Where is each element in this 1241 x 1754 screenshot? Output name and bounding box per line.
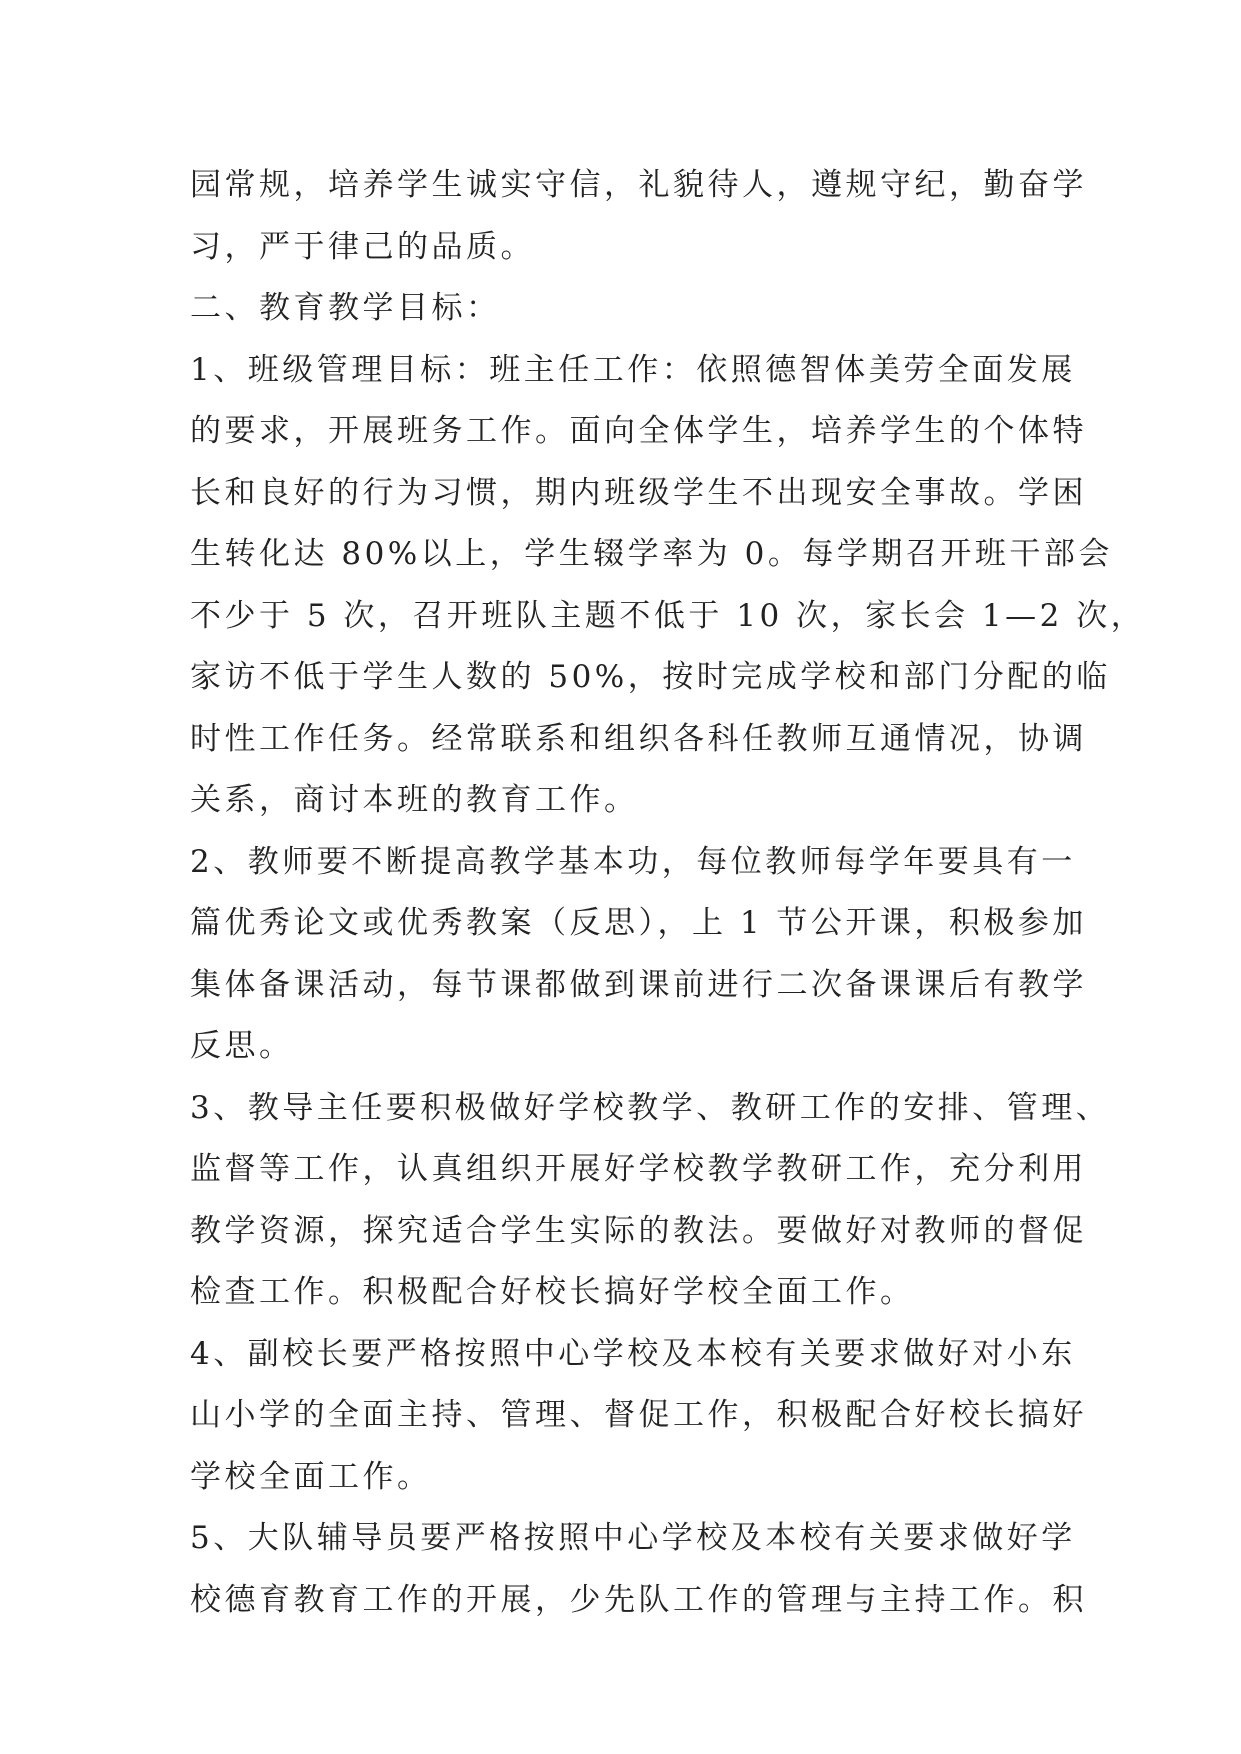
section-heading: 二、教育教学目标： [190,290,501,326]
text-line: 时性工作任务。经常联系和组织各科任教师互通情况，协调 [190,720,1087,757]
text-line: 生转化达 80%以上，学生辍学率为 0。每学期召开班干部会 [190,536,1113,572]
text-line: 习，严于律己的品质。 [190,228,535,265]
text-line: 集体备课活动，每节课都做到课前进行二次备课课后有教学 [190,966,1087,1003]
text-line: 检查工作。积极配合好校长搞好学校全面工作。 [190,1274,915,1310]
text-line: 反思。 [190,1028,294,1064]
text-line: 2、教师要不断提高教学基本功，每位教师每学年要具有一 [190,843,1076,880]
text-line: 不少于 5 次，召开班队主题不低于 10 次，家长会 1—2 次， [190,597,1146,634]
text-line: 3、教导主任要积极做好学校教学、教研工作的安排、管理、 [190,1089,1111,1126]
text-line: 山小学的全面主持、管理、督促工作，积极配合好校长搞好 [190,1397,1087,1433]
text-line: 关系，商讨本班的教育工作。 [190,782,639,818]
text-line: 4、副校长要严格按照中心学校及本校有关要求做好对小东 [190,1335,1076,1372]
text-line: 校德育教育工作的开展，少先队工作的管理与主持工作。积 [190,1581,1087,1618]
text-line: 家访不低于学生人数的 50%，按时完成学校和部门分配的临 [190,659,1111,695]
text-line: 的要求，开展班务工作。面向全体学生，培养学生的个体特 [190,413,1087,449]
text-line: 篇优秀论文或优秀教案（反思），上 1 节公开课，积极参加 [190,905,1087,941]
text-line: 学校全面工作。 [190,1458,432,1495]
text-line: 园常规，培养学生诚实守信，礼貌待人，遵规守纪，勤奋学 [190,167,1087,203]
text-line: 1、班级管理目标：班主任工作：依照德智体美劳全面发展 [190,351,1076,388]
document-body [190,155,1146,1631]
text-line: 5、大队辅导员要严格按照中心学校及本校有关要求做好学 [190,1520,1076,1556]
text-line: 监督等工作，认真组织开展好学校教学教研工作，充分利用 [190,1151,1087,1187]
text-line: 教学资源，探究适合学生实际的教法。要做好对教师的督促 [190,1212,1087,1249]
text-line: 长和良好的行为习惯，期内班级学生不出现安全事故。学困 [190,474,1087,511]
